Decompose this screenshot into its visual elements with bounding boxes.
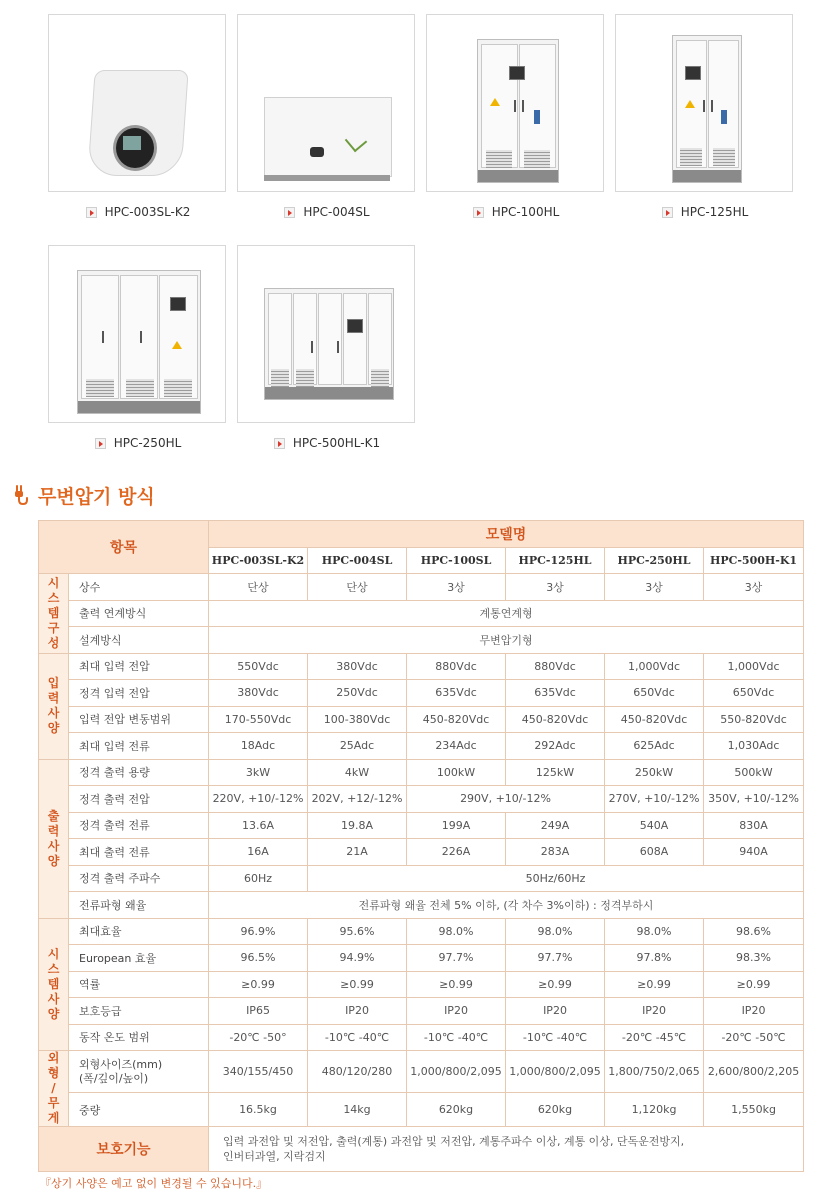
table-row	[39, 812, 804, 839]
cell: 540A	[605, 812, 704, 839]
cell: 500kW	[704, 759, 804, 786]
table-row	[39, 998, 804, 1025]
cell: 550Vdc	[209, 653, 308, 680]
table-row	[39, 1024, 804, 1051]
product-caption[interactable]	[48, 204, 228, 220]
cell: 4kW	[308, 759, 407, 786]
cell: 100kW	[407, 759, 506, 786]
table-row	[39, 680, 804, 707]
cell: ≥0.99	[209, 971, 308, 998]
model-name: HPC-004SL	[308, 547, 407, 574]
table-row	[39, 574, 804, 601]
cell: 1,030Adc	[704, 733, 804, 760]
table-row	[39, 759, 804, 786]
spec-table	[38, 520, 804, 1172]
table-row	[39, 653, 804, 680]
product-name[interactable]: HPC-100HL	[491, 205, 560, 219]
product-image-hpc-250hl[interactable]	[48, 245, 226, 423]
section-title-text: 무변압기 방식	[38, 485, 155, 508]
protection-cell	[209, 1127, 804, 1172]
table-row	[39, 918, 804, 945]
cell: 450-820Vdc	[506, 706, 605, 733]
cell: 250Vdc	[308, 680, 407, 707]
cell: 880Vdc	[506, 653, 605, 680]
cell: 96.9%	[209, 918, 308, 945]
group-label-text: 시 스 템 구 성	[47, 575, 60, 650]
cell: 350V, +10/-12%	[704, 786, 804, 813]
cell: 3상	[506, 574, 605, 601]
row-label: 최대 출력 전류	[69, 839, 209, 866]
cell: 620kg	[407, 1093, 506, 1127]
product-image-hpc-500hl-k1[interactable]	[237, 245, 415, 423]
cell: 250kW	[605, 759, 704, 786]
section-title	[10, 482, 155, 508]
group-label-text: 외형 / 무게	[47, 1051, 60, 1125]
row-label-text: 외형사이즈(mm) (폭/깊이/높이)	[79, 1057, 163, 1085]
group-label	[39, 759, 69, 918]
cell: 98.0%	[506, 918, 605, 945]
product-card[interactable]	[426, 14, 606, 220]
cell: 202V, +12/-12%	[308, 786, 407, 813]
product-caption[interactable]	[615, 204, 795, 220]
table-row	[39, 1093, 804, 1127]
cell: 380Vdc	[308, 653, 407, 680]
cell: IP20	[506, 998, 605, 1025]
cell: IP20	[704, 998, 804, 1025]
cell: 13.6A	[209, 812, 308, 839]
row-label	[69, 1051, 209, 1093]
product-card[interactable]	[615, 14, 795, 220]
cell: 635Vdc	[407, 680, 506, 707]
cell: IP20	[605, 998, 704, 1025]
cell: 3kW	[209, 759, 308, 786]
product-name[interactable]: HPC-500HL-K1	[292, 436, 381, 450]
row-label: 중량	[69, 1093, 209, 1127]
table-row	[39, 1051, 804, 1093]
cell: 1,000Vdc	[605, 653, 704, 680]
cell: IP20	[308, 998, 407, 1025]
table-row	[39, 865, 804, 892]
cell: 98.3%	[704, 945, 804, 972]
group-label	[39, 1051, 69, 1127]
row-label: 동작 온도 범위	[69, 1024, 209, 1051]
model-name: HPC-100SL	[407, 547, 506, 574]
cell: 97.7%	[506, 945, 605, 972]
cell: 16.5kg	[209, 1093, 308, 1127]
protection-text: 입력 과전압 및 저전압, 출력(계통) 과전압 및 저전압, 계통주파수 이상, 계통 이상, 단독운전방지, 인버터과열, 지락검지	[223, 1135, 685, 1163]
product-card[interactable]	[48, 245, 228, 451]
cell: ≥0.99	[407, 971, 506, 998]
cell: 480/120/280	[308, 1051, 407, 1093]
row-label: 최대효율	[69, 918, 209, 945]
cell: 292Adc	[506, 733, 605, 760]
cell: 550-820Vdc	[704, 706, 804, 733]
table-row	[39, 1127, 804, 1172]
cell: 단상	[209, 574, 308, 601]
product-gallery	[0, 0, 840, 460]
cell: -10℃ -40℃	[308, 1024, 407, 1051]
row-label: 정격 입력 전압	[69, 680, 209, 707]
cell: 635Vdc	[506, 680, 605, 707]
row-label: 정격 출력 전류	[69, 812, 209, 839]
arrow-right-icon	[284, 207, 295, 218]
cell: 226A	[407, 839, 506, 866]
group-label	[39, 653, 69, 759]
cell: 234Adc	[407, 733, 506, 760]
group-label-text: 입 력 사 양	[47, 676, 60, 735]
item-header: 항목	[39, 521, 209, 574]
table-row	[39, 706, 804, 733]
cell: 97.8%	[605, 945, 704, 972]
table-row	[39, 627, 804, 654]
cell: ≥0.99	[605, 971, 704, 998]
cell: 18Adc	[209, 733, 308, 760]
product-caption[interactable]	[237, 204, 417, 220]
cell: 16A	[209, 839, 308, 866]
product-name[interactable]: HPC-125HL	[680, 205, 749, 219]
cell: 98.6%	[704, 918, 804, 945]
row-label: 입력 전압 변동범위	[69, 706, 209, 733]
cell: 14kg	[308, 1093, 407, 1127]
table-row	[39, 786, 804, 813]
product-card[interactable]	[48, 14, 228, 220]
arrow-right-icon	[473, 207, 484, 218]
model-header: 모델명	[209, 521, 804, 548]
cell: 625Adc	[605, 733, 704, 760]
protection-header: 보호기능	[39, 1127, 209, 1172]
group-label	[39, 574, 69, 654]
table-row	[39, 733, 804, 760]
cell: ≥0.99	[506, 971, 605, 998]
cell: 380Vdc	[209, 680, 308, 707]
product-image-hpc-125hl[interactable]	[615, 14, 793, 192]
cell: 170-550Vdc	[209, 706, 308, 733]
cell: 620kg	[506, 1093, 605, 1127]
cell: 98.0%	[605, 918, 704, 945]
arrow-right-icon	[274, 438, 285, 449]
product-caption[interactable]	[48, 435, 228, 451]
cell: 19.8A	[308, 812, 407, 839]
row-label: 정격 출력 주파수	[69, 865, 209, 892]
row-label: 전류파형 왜율	[69, 892, 209, 919]
cell: -20℃ -50℃	[704, 1024, 804, 1051]
cell: 60Hz	[209, 865, 308, 892]
product-caption[interactable]	[426, 204, 606, 220]
model-name: HPC-250HL	[605, 547, 704, 574]
cell: 25Adc	[308, 733, 407, 760]
product-image-hpc-100hl[interactable]	[426, 14, 604, 192]
cell: IP20	[407, 998, 506, 1025]
cell: 98.0%	[407, 918, 506, 945]
cell: 283A	[506, 839, 605, 866]
cell: -10℃ -40℃	[506, 1024, 605, 1051]
product-image-hpc-003sl-k2[interactable]	[48, 14, 226, 192]
cell: 270V, +10/-12%	[605, 786, 704, 813]
cell: -20℃ -45℃	[605, 1024, 704, 1051]
table-row	[39, 892, 804, 919]
row-label: 상수	[69, 574, 209, 601]
cell: 계통연계형	[209, 600, 804, 627]
cell: 199A	[407, 812, 506, 839]
cell: 3상	[407, 574, 506, 601]
cell: 450-820Vdc	[605, 706, 704, 733]
product-image-hpc-004sl[interactable]	[237, 14, 415, 192]
cell: 880Vdc	[407, 653, 506, 680]
row-label: 설계방식	[69, 627, 209, 654]
model-name: HPC-125HL	[506, 547, 605, 574]
cell: 1,120kg	[605, 1093, 704, 1127]
arrow-right-icon	[86, 207, 97, 218]
product-card[interactable]	[237, 245, 417, 451]
cell: 21A	[308, 839, 407, 866]
arrow-right-icon	[662, 207, 673, 218]
table-row	[39, 600, 804, 627]
cell: 1,000/800/2,095	[506, 1051, 605, 1093]
cell: -10℃ -40℃	[407, 1024, 506, 1051]
cell: 50Hz/60Hz	[308, 865, 804, 892]
cell: 전류파형 왜율 전체 5% 이하, (각 차수 3%이하) : 정격부하시	[209, 892, 804, 919]
cell: 3상	[605, 574, 704, 601]
product-name[interactable]: HPC-004SL	[303, 205, 370, 219]
model-name: HPC-500H-K1	[704, 547, 804, 574]
cell: 94.9%	[308, 945, 407, 972]
cell: 608A	[605, 839, 704, 866]
cell: -20℃ -50°	[209, 1024, 308, 1051]
product-name[interactable]: HPC-003SL-K2	[104, 205, 191, 219]
group-label-text: 출 력 사 양	[47, 808, 60, 868]
row-label: 최대 입력 전압	[69, 653, 209, 680]
cell: 830A	[704, 812, 804, 839]
cell: 97.7%	[407, 945, 506, 972]
cell: 단상	[308, 574, 407, 601]
cell: 1,800/750/2,065	[605, 1051, 704, 1093]
row-label: 역률	[69, 971, 209, 998]
cell: 125kW	[506, 759, 605, 786]
cell: 무변압기형	[209, 627, 804, 654]
disclaimer-note: 『상기 사양은 예고 없이 변경될 수 있습니다.』	[40, 1177, 268, 1190]
table-row	[39, 971, 804, 998]
cell: 1,000/800/2,095	[407, 1051, 506, 1093]
cell: 650Vdc	[605, 680, 704, 707]
row-label: 최대 입력 전류	[69, 733, 209, 760]
cell: 2,600/800/2,205	[704, 1051, 804, 1093]
table-row	[39, 945, 804, 972]
cell: 340/155/450	[209, 1051, 308, 1093]
product-name[interactable]: HPC-250HL	[113, 436, 182, 450]
group-label	[39, 918, 69, 1051]
cell: 650Vdc	[704, 680, 804, 707]
cell: 96.5%	[209, 945, 308, 972]
table-row	[39, 839, 804, 866]
cell: 1,000Vdc	[704, 653, 804, 680]
product-card[interactable]	[237, 14, 417, 220]
cell: ≥0.99	[308, 971, 407, 998]
cell: 100-380Vdc	[308, 706, 407, 733]
arrow-right-icon	[95, 438, 106, 449]
cell: 220V, +10/-12%	[209, 786, 308, 813]
row-label: 정격 출력 전압	[69, 786, 209, 813]
cell: 95.6%	[308, 918, 407, 945]
row-label: 정격 출력 용량	[69, 759, 209, 786]
cell: 1,550kg	[704, 1093, 804, 1127]
cell: ≥0.99	[704, 971, 804, 998]
cell: 450-820Vdc	[407, 706, 506, 733]
row-label: 출력 연계방식	[69, 600, 209, 627]
product-caption[interactable]	[237, 435, 417, 451]
cell: IP65	[209, 998, 308, 1025]
plug-icon	[10, 483, 34, 507]
group-label-text: 시 스 템 사 양	[47, 946, 60, 1021]
cell: 940A	[704, 839, 804, 866]
row-label: 보호등급	[69, 998, 209, 1025]
cell: 3상	[704, 574, 804, 601]
cell: 290V, +10/-12%	[407, 786, 605, 813]
cell: 249A	[506, 812, 605, 839]
row-label: European 효율	[69, 945, 209, 972]
model-name: HPC-003SL-K2	[209, 547, 308, 574]
